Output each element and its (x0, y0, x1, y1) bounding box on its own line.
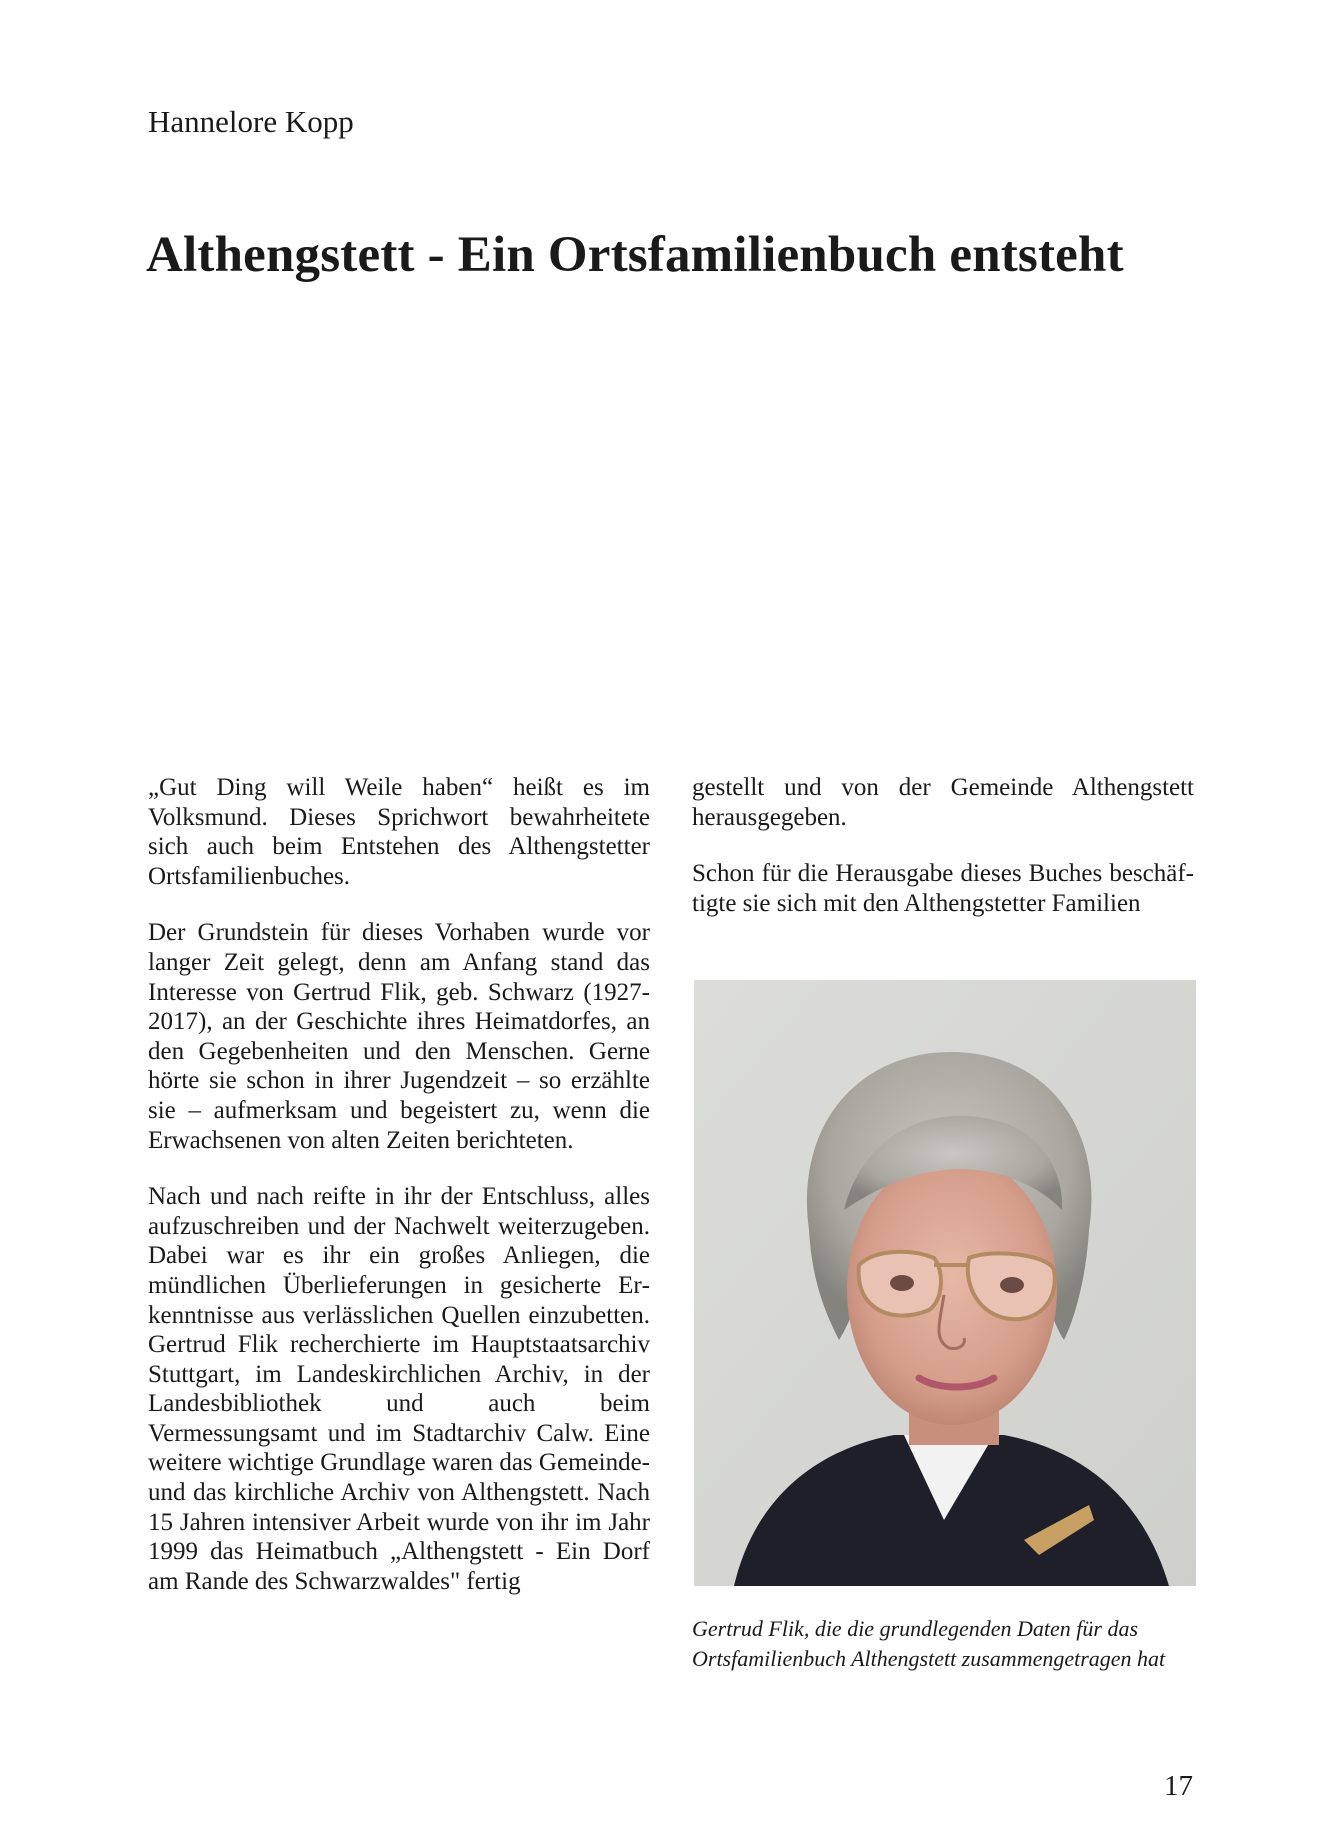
article-title: Althengstett - Ein Ortsfamilienbuch entsteht (146, 227, 1124, 283)
page-number: 17 (1164, 1770, 1193, 1802)
left-text-column (148, 773, 650, 1596)
paragraph-research: Nach und nach reifte in ihr der Entschluss, alles aufzuschreiben und der Nachwelt weiterzugeben. Dabei war es ihr ein großes Anliegen, die mündlichen Überlieferungen in gesicherte Erkenntnisse aus verlässlichen Quellen einzubetten. Gertrud Flik recherchierte im Hauptstaatsarchiv Stuttgart, im Landeskirchlichen Archiv, in der Landesbibliothek und auch beim Vermessungsamt und im Stadtarchiv Calw. Eine weitere wichtige Grundlage waren das Gemeinde- und das kirchliche Archiv von Althengstett. Nach 15 Jahren intensiver Arbeit wurde von ihr im Jahr 1999 das Heimatbuch „Althengstett - Ein Dorf am Rande des Schwarzwaldes" fertig (148, 1183, 650, 1595)
paragraph-publication: gestellt und von der Gemeinde Althengstett herausgegeben. (692, 774, 1194, 831)
paragraph-foundation: Der Grundstein für dieses Vorhaben wurde vor langer Zeit gelegt, denn am Anfang stand das Interesse von Gertrud Flik, geb. Schwarz (1927-2017), an der Geschichte ihres Heimatdorfes, an den Gegebenheiten und den Menschen. Gerne hörte sie schon in ihrer Jugendzeit – so erzählte sie – aufmerksam und begeistert zu, wenn die Erwachsenen von alten Zeiten berichteten. (148, 919, 650, 1154)
photo-caption: Gertrud Flik, die die grundlegenden Daten für das Ortsfamilienbuch Althengstett zusammengetragen hat (692, 1616, 1166, 1671)
article-author: Hannelore Kopp (148, 104, 354, 139)
portrait-photo (694, 980, 1196, 1586)
portrait-illustration (694, 980, 1196, 1586)
right-text-column (692, 773, 1194, 918)
paragraph-families: Schon für die Herausgabe dieses Buches beschäftigte sie sich mit den Althengstetter Familien (692, 860, 1194, 917)
paragraph-intro: „Gut Ding will Weile haben“ heißt es im Volksmund. Dieses Sprichwort bewahrheitete sich auch beim Entstehen des Althengstetter Ortsfamilienbuches. (148, 774, 650, 890)
